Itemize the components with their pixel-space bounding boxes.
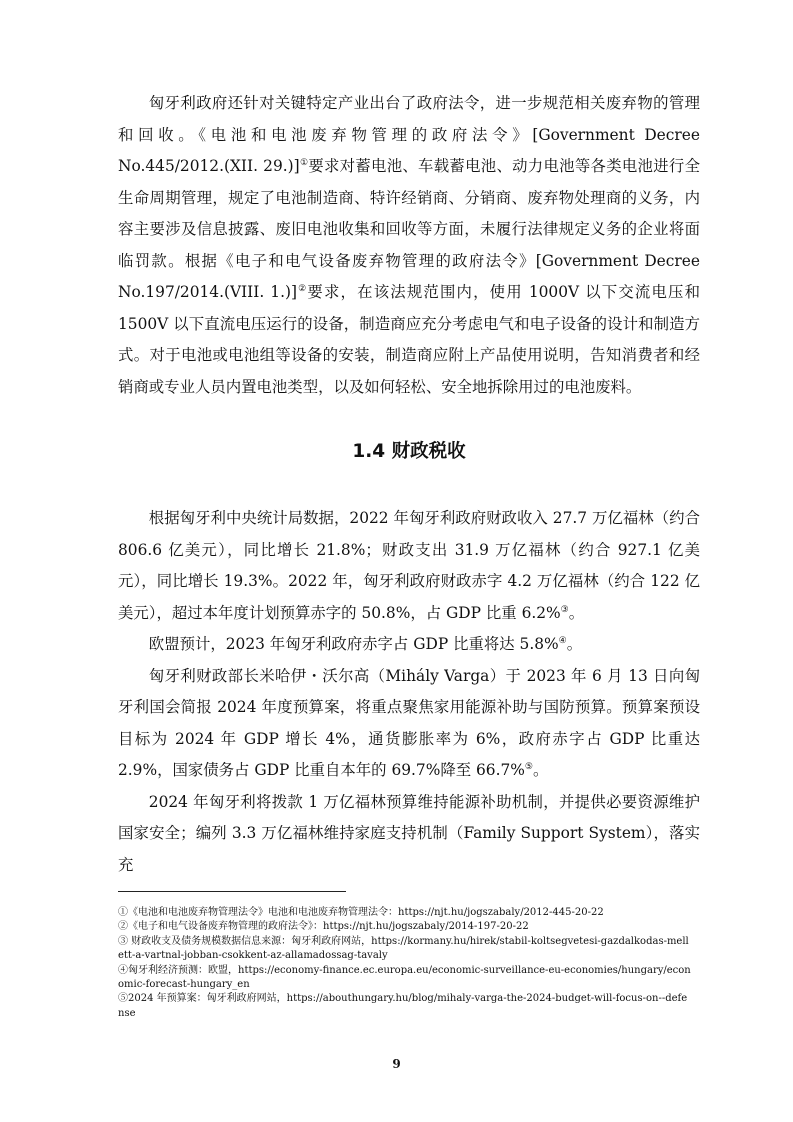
paragraph-1-text-a: 匈牙利政府还针对关键特定产业出台了政府法令，进一步规范相关废弃物的管理和回收。《电池和电池废弃物管理的政府法令》[Government Decree No.445/2012.(XII. 29.)] xyxy=(118,94,700,175)
footnote-3[interactable]: ③ 财政收支及债务规模数据信息来源：匈牙利政府网站，https://kormany.hu/hirek/stabil-koltsegvetesi-gazdalkodas-mellett-a-vartnal-jobban-csokkent-az-allamadossag-tavaly xyxy=(118,935,689,962)
footnote-ref-1[interactable]: ① xyxy=(299,157,309,168)
paragraph-4-end: 。 xyxy=(533,761,549,779)
paragraph-3-text: 欧盟预计，2023 年匈牙利政府赤字占 GDP 比重将达 5.8% xyxy=(148,635,559,653)
footnote-ref-3[interactable]: ③ xyxy=(560,604,569,615)
footnote-ref-4[interactable]: ④ xyxy=(558,635,567,646)
paragraph-2 xyxy=(118,503,700,629)
footnotes xyxy=(118,906,693,1021)
footnote-ref-5[interactable]: ⑤ xyxy=(524,761,533,772)
footnote-1[interactable]: ①《电池和电池废弃物管理法令》电池和电池废弃物管理法令：https://njt.hu/jogszabaly/2012-445-20-22 xyxy=(118,907,604,918)
footnote-divider xyxy=(118,891,346,892)
page-number: 9 xyxy=(392,1057,401,1071)
paragraph-waste-decrees xyxy=(118,88,700,403)
paragraph-1-text-b: 要求对蓄电池、车载蓄电池、动力电池等各类电池进行全生命周期管理，规定了电池制造商、特许经销商、分销商、废弃物处理商的义务，内容主要涉及信息披露、废旧电池收集和回收等方面，未履行法律规定义务的企业将面临罚款。根据《电子和电气设备废弃物管理的政府法令》[Government Decree No.197/2014.(VIII. 1.)] xyxy=(118,157,700,301)
paragraph-5-text: 2024 年匈牙利将拨款 1 万亿福林预算维持能源补助机制，并提供必要资源维护国家安全；编列 3.3 万亿福林维持家庭支持机制（Family Support System），落实充 xyxy=(118,792,700,874)
section-body xyxy=(118,503,700,881)
paragraph-1-text-c: 要求，在该法规范围内，使用 1000V 以下交流电压和 1500V 以下直流电压运行的设备，制造商应充分考虑电气和电子设备的设计和制造方式。对于电池或电池组等设备的安装，制造商应附上产品使用说明，告知消费者和经销商或专业人员内置电池类型，以及如何轻松、安全地拆除用过的电池废料。 xyxy=(118,283,700,396)
paragraph-4 xyxy=(118,661,700,787)
section-heading: 1.4 财政税收 xyxy=(352,441,466,462)
footnote-4[interactable]: ④匈牙利经济预测：欧盟，https://economy-finance.ec.europa.eu/economic-surveillance-eu-economies/hungary/economic-forecast-hungary_en xyxy=(118,964,691,991)
paragraph-3-end: 。 xyxy=(566,635,583,653)
paragraph-4-text: 匈牙利财政部长米哈伊・沃尔高（Mihály Varga）于 2023 年 6 月 13 日向匈牙利国会简报 2024 年度预算案，将重点聚焦家用能源补助与国防预算。预算案预设目标为 2024 年 GDP 增长 4%，通货膨胀率为 6%，政府赤字占 GDP 比重达 2.9%，国家债务占 GDP 比重自本年的 69.7%降至 66.7% xyxy=(118,666,700,779)
footnote-ref-2[interactable]: ② xyxy=(297,283,308,294)
paragraph-2-end: 。 xyxy=(568,603,585,622)
footnote-2[interactable]: ②《电子和电气设备废弃物管理的政府法令》：https://njt.hu/jogszabaly/2014-197-20-22 xyxy=(118,921,529,933)
paragraph-5 xyxy=(118,787,700,882)
paragraph-1 xyxy=(118,88,700,403)
paragraph-2-text: 根据匈牙利中央统计局数据，2022 年匈牙利政府财政收入 27.7 万亿福林（约合 806.6 亿美元），同比增长 21.8%；财政支出 31.9 万亿福林（约合 927.1 亿美元），同比增长 19.3%。2022 年，匈牙利政府财政赤字 4.2 万亿福林（约合 122 亿美元），超过本年度计划预算赤字的 50.8%，占 GDP 比重 6.2% xyxy=(118,509,700,622)
footnote-5[interactable]: ⑤2024 年预算案：匈牙利政府网站，https://abouthungary.hu/blog/mihaly-varga-the-2024-budget-will-focus-on--defense xyxy=(118,993,688,1019)
paragraph-3 xyxy=(118,629,700,661)
